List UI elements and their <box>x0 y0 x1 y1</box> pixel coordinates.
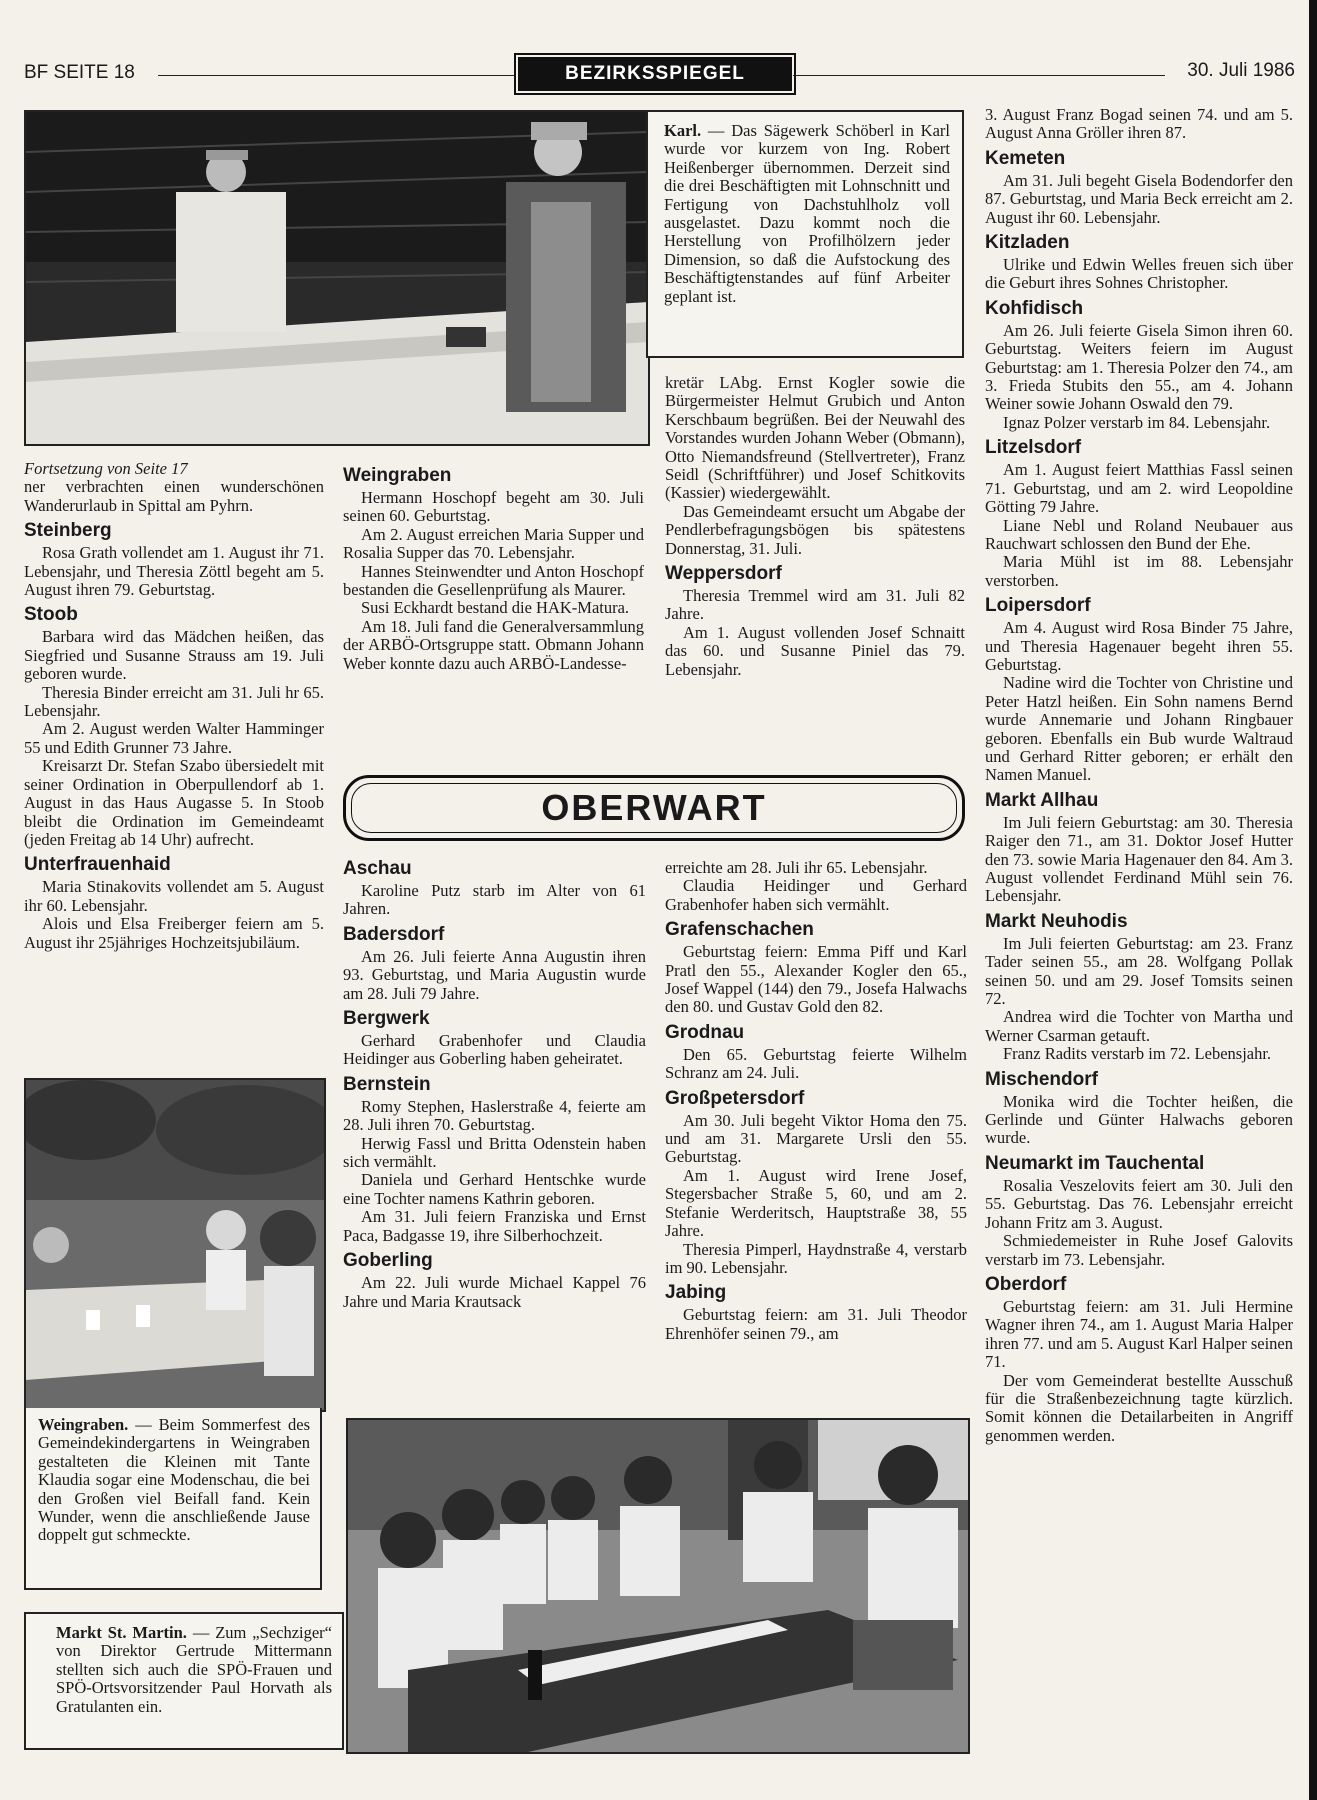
article-text: Rosalia Veszelovits feiert am 30. Juli den 55. Geburtstag. Das 76. Lebensjahr erreicht Johann Fritz am 3. August. <box>985 1175 1293 1232</box>
article-text: Am 31. Juli feiern Franziska und Ernst Paca, Badgasse 19, ihre Silberhochzeit. <box>343 1207 646 1245</box>
article-text: Am 31. Juli begeht Gisela Bodendorfer den 87. Geburtstag, und Maria Beck erreicht am 2. August ihr 60. Lebensjahr. <box>985 170 1293 227</box>
st-martin-caption <box>24 1612 344 1750</box>
oberwart-column-2 <box>665 859 967 1343</box>
article-text: Monika wird die Tochter heißen, die Gerlinde und Günter Halwachs geboren wurde. <box>985 1091 1293 1148</box>
place-heading: Markt Allhau <box>985 789 1099 811</box>
caption-text: — Das Sägewerk Schöberl in Karl wurde vor kurzem von Ing. Robert Heißenberger übernommen. Derzeit sind die drei Beschäftigten mit Lohnschnitt und Fertigung von Dachstuhlholz voll ausgelastet. Dazu kommt noch die Herstellung von Profilhölzern jeder Dimension, so daß die Aufstockung des Beschäftigtenstandes auf fünf Arbeiter geplant ist. <box>664 121 950 306</box>
article-text: Liane Nebl und Roland Neubauer aus Rauchwart schlossen den Bund der Ehe. <box>985 515 1293 553</box>
article-text: Maria Stinakovits vollendet am 5. August ihr 60. Lebensjahr. <box>24 877 324 915</box>
article-text: Theresia Pimperl, Haydnstraße 4, verstarb im 90. Lebensjahr. <box>665 1239 967 1277</box>
article-text: Andrea wird die Tochter von Martha und Werner Csarman getauft. <box>985 1007 1293 1045</box>
place-heading: Bernstein <box>343 1073 431 1095</box>
article-text: Susi Eckhardt bestand die HAK-Matura. <box>361 598 630 618</box>
place-heading: Kohfidisch <box>985 297 1084 319</box>
article-text: Den 65. Geburtstag feierte Wilhelm Schranz am 24. Juli. <box>665 1044 967 1083</box>
article-text: Das Gemeindeamt ersucht um Abgabe der Pendlerbefragungsbögen bis spätestens Donnerstag, 31. Juli. <box>665 501 965 558</box>
place-heading: Kitzladen <box>985 232 1070 254</box>
sawmill-photo <box>24 110 650 446</box>
place-heading: Weppersdorf <box>665 563 782 585</box>
caption-place: Markt St. Martin. <box>56 1623 187 1642</box>
place-heading: Litzelsdorf <box>985 437 1082 459</box>
oberwart-column-1 <box>343 853 646 1311</box>
section-title: BEZIRKSSPIEGEL <box>518 57 792 91</box>
place-heading: Grodnau <box>665 1021 745 1043</box>
article-text: Geburtstag feiern: am 31. Juli Hermine Wagner ihren 74., am 1. August Maria Halper ihren 77. und am 5. August Karl Halper seinen 71. <box>985 1296 1293 1372</box>
caption-text: — Zum „Sechziger“ von Direktor Gertrude Mittermann stellten sich auch die SPÖ-Frauen und SPÖ-Ortsvorsitzender Paul Horvath als Gratulanten ein. <box>56 1623 332 1716</box>
column-2 <box>343 460 644 673</box>
place-heading: Stoob <box>24 604 78 626</box>
place-heading: Aschau <box>343 858 412 879</box>
oberwart-title: OBERWART <box>351 783 957 833</box>
sawmill-caption <box>646 110 964 358</box>
place-heading: Loipersdorf <box>985 595 1091 617</box>
article-text: Theresia Tremmel wird am 31. Juli 82 Jahre. <box>665 586 965 624</box>
article-text: Am 2. August erreichen Maria Supper und Rosalia Supper das 70. Lebensjahr. <box>343 524 644 563</box>
place-heading: Markt Neuhodis <box>985 910 1128 932</box>
place-heading: Oberdorf <box>985 1273 1067 1295</box>
place-heading: Bergwerk <box>343 1008 430 1030</box>
article-text: Daniela und Gerhard Hentschke wurde eine Tochter namens Kathrin geboren. <box>343 1170 646 1208</box>
article-text: Am 18. Juli fand die Generalversammlung der ARBÖ-Ortsgruppe statt. Obmann Johann Weber konnte dazu auch ARBÖ-Landesse- <box>343 616 644 673</box>
article-text: Am 1. August vollenden Josef Schnaitt das 60. und Susanne Piniel das 79. Lebensjahr. <box>665 622 965 679</box>
issue-date: 30. Juli 1986 <box>1187 60 1295 81</box>
place-heading: Großpetersdorf <box>665 1087 805 1109</box>
header-rule-left <box>158 75 516 76</box>
article-text: Claudia Heidinger und Gerhard Grabenhofer haben sich vermählt. <box>665 876 967 914</box>
article-text: Nadine wird die Tochter von Christine und Peter Hatzl heißen. Ein Sohn namens Bernd wurde Annemarie und Johann Ringbauer geboren. Ebenfalls ein Bub wurde Waltraud und Gerhard Ritter geboren; er erhält den Namen Manuel. <box>985 673 1293 785</box>
article-text: erreichte am 28. Juli ihr 65. Lebensjahr. <box>665 858 928 877</box>
group-photo <box>346 1418 970 1754</box>
column-4 <box>985 106 1293 1445</box>
place-heading: Jabing <box>665 1282 727 1304</box>
article-text: Am 22. Juli wurde Michael Kappel 76 Jahre und Maria Krautsack <box>343 1273 646 1311</box>
article-text: Geburtstag feiern: am 31. Juli Theodor Ehrenhöfer seinen 79., am <box>665 1305 967 1343</box>
article-text: Im Juli feiern Geburtstag: am 30. Theresia Raiger den 71., am 31. Doktor Josef Hutter den 73. sowie Maria Hagenauer den 84. Am 3. August vollendet Ferdinand Mühl sein 76. Lebensjahr. <box>985 812 1293 906</box>
kindergarten-caption <box>24 1408 322 1590</box>
caption-text: — Beim Sommerfest des Gemeindekindergartens in Weingraben gestalteten die Kleinen mit Tante Klaudia sogar eine Modenschau, die bei den Großen viel Beifall fand. Kein Wunder, wenn die anschließende Jause doppelt gut schmeckte. <box>38 1415 310 1545</box>
column-1 <box>24 460 324 952</box>
article-text: Barbara wird das Mädchen heißen, das Siegfried und Susanne Strauss am 19. Juli geboren wurde. <box>24 627 324 684</box>
header-rule-right <box>793 75 1165 76</box>
place-heading: Goberling <box>343 1250 433 1272</box>
article-text: Schmiedemeister in Ruhe Josef Galovits verstarb im 73. Lebensjahr. <box>985 1231 1293 1269</box>
article-text: Ignaz Polzer verstarb im 84. Lebensjahr. <box>1003 412 1271 432</box>
place-heading: Mischendorf <box>985 1068 1098 1090</box>
page-edge <box>1309 0 1317 1800</box>
article-text: Ulrike und Edwin Welles freuen sich über die Geburt ihres Sohnes Christopher. <box>985 255 1293 293</box>
caption-place: Karl. <box>664 121 702 140</box>
article-text: Herwig Fassl und Britta Odenstein haben sich vermählt. <box>343 1133 646 1172</box>
article-text: Franz Radits verstarb im 72. Lebensjahr. <box>1003 1044 1272 1064</box>
article-text: Im Juli feierten Geburtstag: am 23. Franz Tader seinen 55., am 28. Wolfgang Pollak seinen 50. und am 29. Josef Tomsits seinen 72. <box>985 933 1293 1009</box>
article-text: Am 26. Juli feierte Anna Augustin ihren 93. Geburtstag, und Maria Augustin wurde am 28. Juli 79 Jahre. <box>343 946 646 1003</box>
article-text: Der vom Gemeinderat bestellte Ausschuß für die Straßenbezeichnung tagte kürzlich. Somit können die Detailarbeiten in Angriff genommen werden. <box>985 1370 1293 1445</box>
article-text: Romy Stephen, Haslerstraße 4, feierte am 28. Juli ihren 70. Geburtstag. <box>343 1096 646 1135</box>
article-text: Am 2. August werden Walter Hamminger 55 und Edith Grunner 73 Jahre. <box>24 719 324 757</box>
article-text: Am 30. Juli begeht Viktor Homa den 75. und am 31. Margarete Ursli den 55. Geburtstag. <box>665 1110 967 1167</box>
article-text: Rosa Grath vollendet am 1. August ihr 71. Lebensjahr, und Theresia Zöttl begeht am 5. August ihren 79. Geburtstag. <box>24 543 324 600</box>
caption-place: Weingraben. <box>38 1415 129 1434</box>
article-text: Alois und Elsa Freiberger feiern am 5. August ihr 25jähriges Hochzeitsjubiläum. <box>24 914 324 952</box>
article-text: Am 26. Juli feierte Gisela Simon ihren 60. Geburtstag. Weiters feiern im August Geburtstag: am 1. Theresia Polzer den 74., am 3. Frieda Stubits den 55., am 4. Johann Weiner sowie Johann Oswald den 79. <box>985 320 1293 414</box>
place-heading: Grafenschachen <box>665 919 814 941</box>
kindergarten-photo <box>24 1078 326 1412</box>
place-heading: Weingraben <box>343 465 452 486</box>
place-heading: Badersdorf <box>343 923 445 945</box>
article-text: Am 1. August feiert Matthias Fassl seinen 71. Geburtstag, und am 2. wird Leopoldine Götting 79 Jahre. <box>985 460 1293 517</box>
continuation-note: Fortsetzung von Seite 17 <box>24 459 188 478</box>
article-text: Geburtstag feiern: Emma Piff und Karl Pratl den 55., Alexander Kogler den 65., Josef Wappel (144) den 79., Josefa Halwachs den 80. und Gustav Gold den 82. <box>665 942 967 1017</box>
article-text: Theresia Binder erreicht am 31. Juli hr 65. Lebensjahr. <box>24 682 324 721</box>
oberwart-banner <box>343 775 965 841</box>
place-heading: Unterfrauenhaid <box>24 854 171 876</box>
place-heading: Neumarkt im Tauchental <box>985 1152 1205 1174</box>
article-text: Kreisarzt Dr. Stefan Szabo übersiedelt mit seiner Ordination in Oberpullendorf ab 1. August in das Haus Augasse 5. In Stoob bleibt die Ordination im Gemeindeamt (jeden Freitag ab 14 Uhr) aufrecht. <box>24 756 324 849</box>
place-heading: Kemeten <box>985 147 1066 169</box>
article-text: ner verbrachten einen wunderschönen Wanderurlaub in Spittal am Pyhrn. <box>24 477 324 515</box>
article-text: Am 1. August wird Irene Josef, Stegersbacher Straße 5, 60, und am 2. Stefanie Werderitsch, Hauptstraße 38, 55 Jahre. <box>665 1165 967 1241</box>
article-text: Karoline Putz starb im Alter von 61 Jahren. <box>343 881 646 919</box>
article-text: kretär LAbg. Ernst Kogler sowie die Bürgermeister Helmut Grubich und Anton Kerschbaum begrüßen. Bei der Neuwahl des Vorstandes wurden Johann Weber (Obmann), Otto Niemandsfreund (Stellvertreter), Franz Seidl (Schriftführer) und Josef Schitkovits (Kassier) wiedergewählt. <box>665 373 965 503</box>
article-text: Gerhard Grabenhofer und Claudia Heidinger aus Goberling haben geheiratet. <box>343 1031 646 1069</box>
article-text: Hermann Hoschopf begeht am 30. Juli seinen 60. Geburtstag. <box>343 488 644 526</box>
place-heading: Steinberg <box>24 520 112 542</box>
article-text: Hannes Steinwendter und Anton Hoschopf bestanden die Gesellenprüfung als Maurer. <box>343 561 644 600</box>
page-number: BF SEITE 18 <box>24 62 135 83</box>
article-text: Maria Mühl ist im 88. Lebensjahr verstorben. <box>985 552 1293 590</box>
article-text: 3. August Franz Bogad seinen 74. und am 5. August Anna Gröller ihren 87. <box>985 105 1293 143</box>
article-text: Am 4. August wird Rosa Binder 75 Jahre, und Theresia Hagenauer begeht ihren 55. Geburtstag. <box>985 618 1293 674</box>
column-3 <box>665 374 965 679</box>
